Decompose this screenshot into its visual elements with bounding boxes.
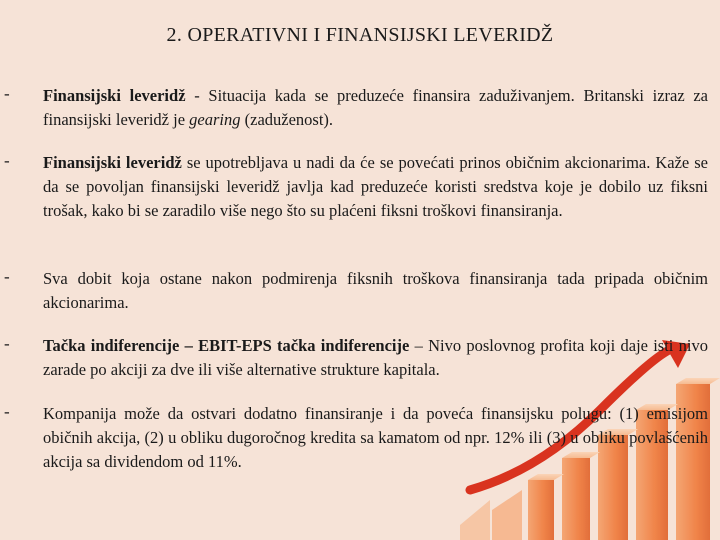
bullet-body: – Nivo poslovnog profita koji daje isti nivo zarade po akciji za dve ili više alternative strukture kapitala. <box>43 336 708 379</box>
bullet-term: Tačka indiferencije – EBIT-EPS tačka indiferencije <box>43 336 410 355</box>
bullet-body-end: (zaduženost). <box>240 110 334 129</box>
bullet-body: se upotrebljava u nadi da će se povećati prinos običnim akcionarima. Kaže se da se povoljan finansijski leveridž javlja kad preduzeće koristi sredstva koje je dobilo uz fiksni trošak, kako bi se zaradilo više nego što su plaćeni fiksni troškovi finansiranja. <box>43 153 708 220</box>
bullet-text <box>43 84 708 132</box>
bullet-marker: - <box>4 151 10 170</box>
bullet-italic-term: gearing <box>189 110 241 129</box>
bullet-text <box>43 151 708 223</box>
bullet-body: Sva dobit koja ostane nakon podmirenja fiksnih troškova finansiranja tada pripada običnim akcionarima. <box>43 269 708 312</box>
bullet-marker: - <box>4 267 10 286</box>
bullet-marker: - <box>4 84 10 103</box>
bullet-marker: - <box>4 334 10 353</box>
bullet-marker: - <box>4 402 10 421</box>
bullet-term: Finansijski leveridž <box>43 86 186 105</box>
bullet-text <box>43 267 708 315</box>
slide-title: 2. OPERATIVNI I FINANSIJSKI LEVERIDŽ <box>166 24 554 46</box>
bullet-text <box>43 334 708 382</box>
bullet-body: Kompanija može da ostvari dodatno finansiranje i da poveća finansijsku polugu: (1) emisijom običnih akcija, (2) u obliku dugoročnog kredita sa kamatom od npr. 12% ili (3) u obliku povlašćenih akcija sa dividendom od 11%. <box>43 404 708 471</box>
bullet-text <box>43 402 708 474</box>
bullet-body: - Situacija kada se preduzeće finansira zaduživanjem. Britanski izraz za finansijski leveridž je <box>43 86 708 129</box>
bullet-term: Finansijski leveridž <box>43 153 182 172</box>
